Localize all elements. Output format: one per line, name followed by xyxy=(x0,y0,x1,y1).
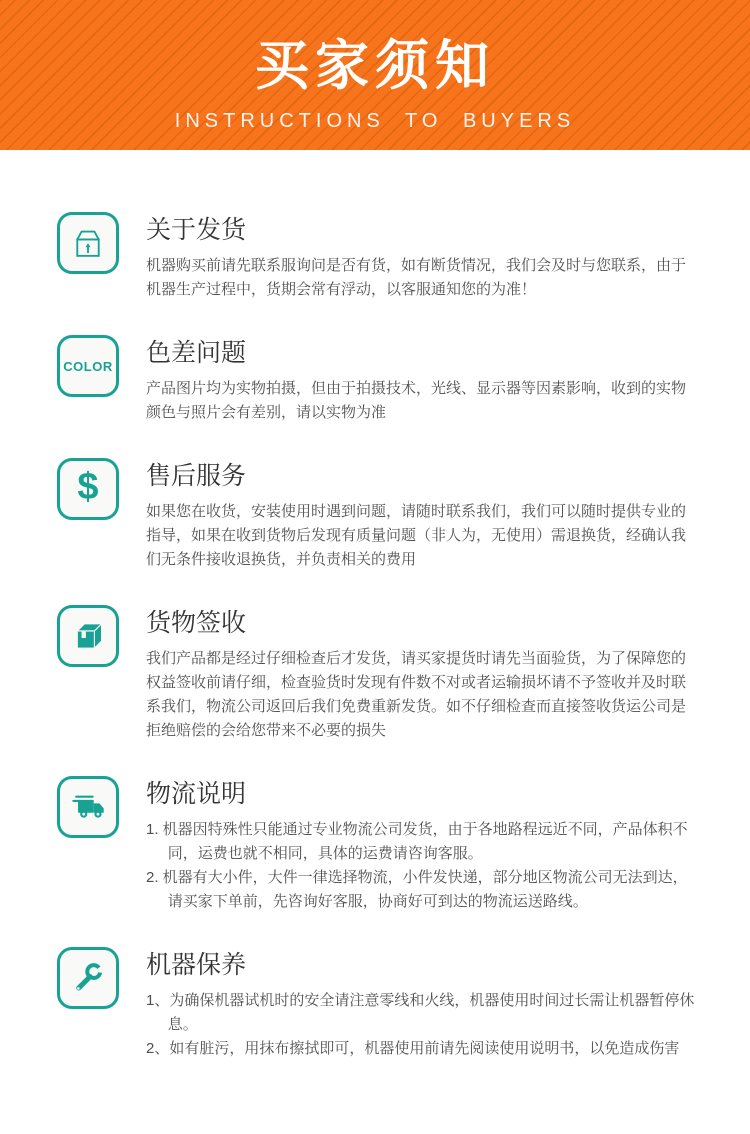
section-body-item: 1、为确保机器试机时的安全请注意零线和火线，机器使用时间过长需让机器暂停休息。 xyxy=(146,992,695,1033)
section-body: 机器购买前请先联系服询问是否有货，如有断货情况，我们会及时与您联系，由于机器生产过程中，货期会常有浮动，以客服通知您的为准！ xyxy=(146,257,687,298)
section-title: 机器保养 xyxy=(146,951,247,979)
section-content xyxy=(146,776,700,914)
section-body-item: 1. 机器因特殊性只能通过专业物流公司发货，由于各地路程远近不同，产品体积不同，运费也就不相同，具体的运费请咨询客服。 xyxy=(146,821,688,862)
package-icon xyxy=(57,212,119,274)
page-subtitle: INSTRUCTIONS TO BUYERS xyxy=(174,110,576,132)
section-content xyxy=(146,458,700,572)
section-content xyxy=(146,335,700,425)
header-banner xyxy=(0,0,750,150)
section-goods-receipt xyxy=(57,605,700,743)
cube-icon xyxy=(57,605,119,667)
section-color-difference xyxy=(57,335,700,425)
section-title: 色差问题 xyxy=(146,339,247,367)
dollar-icon xyxy=(57,458,119,520)
section-content xyxy=(146,212,700,302)
wrench-icon xyxy=(57,947,119,1009)
section-content xyxy=(146,947,700,1061)
color-swatch-icon xyxy=(57,335,119,397)
truck-icon xyxy=(57,776,119,838)
section-content xyxy=(146,605,700,743)
section-title: 关于发货 xyxy=(146,216,247,244)
section-body: 如果您在收货，安装使用时遇到问题，请随时联系我们，我们可以随时提供专业的指导，如果在收到货物后发现有质量问题（非人为，无使用）需退换货，经确认我们无条件接收退换货，并负责相关的费用 xyxy=(146,503,687,568)
color-icon-label: COLOR xyxy=(63,358,113,374)
page-title: 买家须知 xyxy=(255,36,495,96)
section-after-sales xyxy=(57,458,700,572)
section-body-item: 2. 机器有大小件，大件一律选择物流，小件发快递，部分地区物流公司无法到达，请买家下单前，先咨询好客服，协商好可到达的物流运送路线。 xyxy=(146,869,688,910)
section-title: 货物签收 xyxy=(146,609,247,637)
section-shipping xyxy=(57,212,700,302)
section-body: 产品图片均为实物拍摄，但由于拍摄技术，光线、显示器等因素影响，收到的实物颜色与照片会有差别，请以实物为准 xyxy=(146,380,687,421)
section-body: 我们产品都是经过仔细检查后才发货，请买家提货时请先当面验货，为了保障您的权益签收前请仔细，检查验货时发现有件数不对或者运输损坏请不予签收并及时联系我们，物流公司返回后我们免费重新发货。如不仔细检查而直接签收货运公司是拒绝赔偿的会给您带来不必要的损失 xyxy=(146,650,687,739)
dollar-icon-label: $ xyxy=(77,466,99,508)
sections-list xyxy=(0,150,750,1134)
section-logistics xyxy=(57,776,700,914)
section-body-item: 2、如有脏污，用抹布擦拭即可，机器使用前请先阅读使用说明书，以免造成伤害 xyxy=(146,1040,680,1057)
section-maintenance xyxy=(57,947,700,1061)
section-title: 物流说明 xyxy=(146,780,247,808)
section-title: 售后服务 xyxy=(146,462,247,490)
